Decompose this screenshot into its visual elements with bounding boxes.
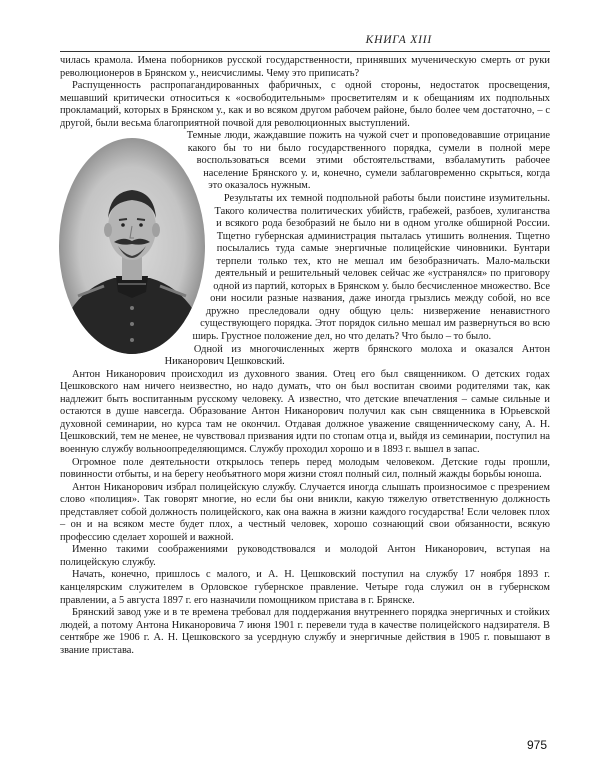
portrait-photo xyxy=(56,136,208,356)
paragraph: Темные люди, жаждавшие пожить на чужой счет и проповедовавшие отрицание какого бы то ни было государственного порядка, сумели в полной мере воспользоваться всеми этими обстоятельствами, взбаламутить рабочее население Брянского у. и, конечно, сумели заблаговременно скрыться, когда это оказалось нужным. xyxy=(186,130,550,192)
paragraph: Одной из многочисленных жертв брянского молоха и оказался Антон Никанорович Цешковский. xyxy=(164,343,550,368)
header-rule xyxy=(60,51,550,52)
paragraph: Антон Никанорович происходил из духовного звания. Отец его был священником. О детских годах Цешковского нам ничего неизвестно, но надо думать, что он был воспитан своими родителями так, как надлежит быть воспитанным русскому человеку. А известно, что детские впечатления – самые сильные и остаются в душе навсегда. Образование Антон Никанорович получил как сын священника в Юрьевской духовной семинарии, но курса там не окончил. Отдавая должное уважение священническому сану, А. Н. Цешковский, тем не менее, не чувствовал призвания идти по стопам отца и, выйдя из семинарии, поступил на военную службу вольноопределяющимся. Службу проходил хорошо и в 1893 г. вышел в запас. xyxy=(60,368,550,455)
running-header xyxy=(60,30,550,52)
paragraph: Именно такими соображениями руководствовался и молодой Антон Никанорович, вступая на полицейскую службу. xyxy=(60,544,550,568)
paragraph: Антон Никанорович избрал полицейскую службу. Случается иногда слышать произносимое с презрением слово «полиция». Так говорят многие, но если бы они вникли, какую тяжелую ответственную должность представляет собой должность полицейского, как она важна в жизни каждого государства! Если человек плох – он и на всяком месте будет плох, а честный человек, хорошо сознающий свои обязанности, всякую профессию сделает хорошей и важной. xyxy=(60,481,550,543)
header-title: КНИГА XIII xyxy=(365,34,432,46)
paragraph: чилась крамола. Имена поборников русской государственности, принявших мученическую смерть от руки революционеров в Брянском у., неисчислимы. Чему это приписать? xyxy=(60,55,550,79)
paragraph: Брянский завод уже и в те времена требовал для поддержания внутреннего порядка энергичных и стойких людей, а потому Антона Никаноровича 7 июня 1901 г. перевели туда в качестве полицейского надзирателя. В сентябре же 1906 г. А. Н. Цешковского за усердную службу и энергичные действия в 1905 г. повышают в звание пристава. xyxy=(60,607,550,656)
paragraph: Огромное поле деятельности открылось теперь перед молодым человеком. Детские годы прошли, повинности отбыты, и на берегу необъятного моря жизни стоял полный сил, полный жажды борьбы юноша. xyxy=(60,456,550,481)
paragraph: Распущенность распропагандированных фабричных, с одной стороны, недостаток просвещения, мешавший критически относиться к «освободительным» просветителям и к обещаниям их подпольных прокламаций, которых в Брянском у., как и во всяком другом рабочем районе, было более чем достаточно, – с другой, были весьма благоприятной почвой для революционных выступлений. xyxy=(60,80,550,129)
paragraph: Начать, конечно, пришлось с малого, и А. Н. Цешковский поступил на службу 17 ноября 1893 г. канцелярским служителем в Орловское губернское правление. Четыре года служил он в губернском правлении, а 5 августа 1897 г. его назначили помощником пристава в г. Брянске. xyxy=(60,569,550,606)
body-text xyxy=(60,55,550,657)
page-number: 975 xyxy=(526,738,547,752)
paragraph: Результаты их темной подпольной работы были поистине изумительны. Такого количества политических убийств, грабежей, разбоев, хулиганства и всякого рода безобразий не было ни в одном уголке обширной России. Тщетно губернская администрация пыталась утишить волнения. Тщетно посылались туда самые энергичные полицейские чиновники. Бунтари терпели только тех, кто не мешал им безобразничать. Мало-мальски деятельный и решительный человек сейчас же «устранялся» по приговору одной из партий, которых в Брянском у. было бесчисленное множество. Все они носили разные названия, даже иногда грызлись между собой, но все дружно преследовали одну общую цель: низвержение ненавистного существующего порядка. Этот порядок сильно мешал им развернуться во всю ширь. Грустное положение дел, но что делать? Что было – то было. xyxy=(192,193,550,343)
